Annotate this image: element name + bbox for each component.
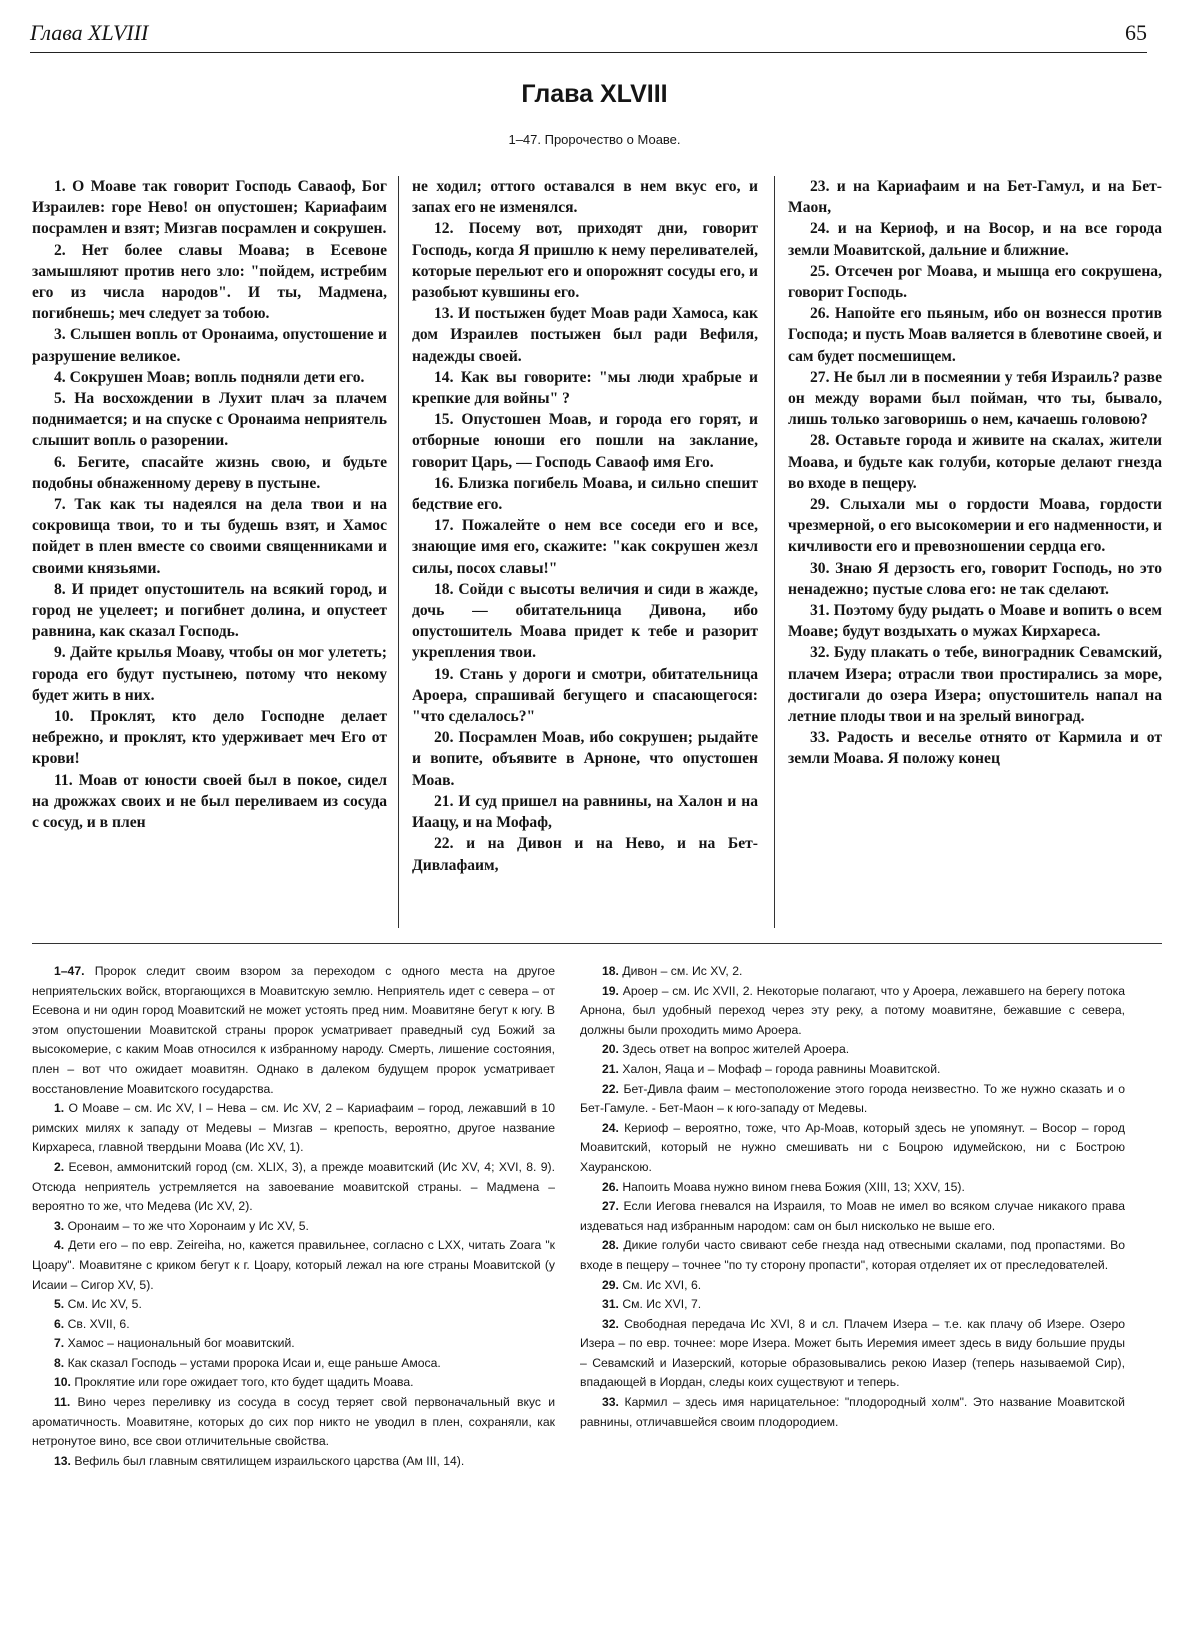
verse-column-3 [788, 176, 1162, 928]
note [32, 1236, 555, 1295]
note-number: 2. [54, 1159, 65, 1174]
note [580, 1197, 1125, 1236]
verse: 4. Сокрушен Моав; вопль подняли дети его. [54, 368, 365, 386]
note [32, 1295, 555, 1315]
note [32, 962, 555, 1099]
note [580, 1060, 1125, 1080]
running-head-chapter: Глава XLVIII [30, 20, 149, 45]
note-text: О Моаве – см. Ис XV, I – Нева – см. Ис XV, 2 – Кариафаим – город, лежавший в 10 римских милях к западу от Медевы – Мизгав – крепость, вероятно, другое название Кирхареса, главной твердыни Моава (Ис XV, 1). [32, 1101, 555, 1155]
note-text: Как сказал Господь – устами пророка Исаи и, еще раньше Амоса. [67, 1355, 441, 1370]
note-number: 32. [602, 1316, 619, 1331]
note-number: 11. [54, 1395, 71, 1410]
note-text: Дивон – см. Ис XV, 2. [622, 964, 743, 978]
column-divider [774, 176, 775, 928]
note-text: См. Ис XVI, 6. [622, 1277, 702, 1292]
verse: 28. Оставьте города и живите на скалах, жители Моава, и будьте как голуби, которые делают гнезда во входе в пещеру. [788, 432, 1162, 492]
note-text: Есевон, аммонитский город (см. XLIX, 3), а прежде моавитский (Ис XV, 4; XVI, 8. 9). Отсюда неприятель устремляется на завоевание моавитской страны. – Мадмена – вероятно то же, что Медева (Ис XV, 2). [32, 1159, 555, 1214]
note-number: 26. [602, 1179, 619, 1194]
note-number: 20. [602, 1042, 619, 1057]
verse: 29. Слыхали мы о гордости Моава, гордости чрезмерной, о его высокомерии и его надменности, и кичливости его и превозношении сердца его. [788, 496, 1162, 556]
note-text: См. Ис XV, 5. [67, 1297, 142, 1312]
verse: 16. Близка погибель Моава, и сильно спешит бедствие его. [412, 474, 758, 514]
note [580, 1295, 1125, 1315]
note-number: 1–47. [54, 964, 85, 978]
note-number: 28. [602, 1238, 619, 1253]
note-text: Халон, Яаца и – Мофаф – города равнины Моавитской. [622, 1061, 941, 1076]
note-text: Св. XVII, 6. [67, 1316, 130, 1331]
note [580, 1276, 1125, 1296]
note-text: Дети его – по евр. Zeireiha, но, кажется правильнее, согласно с LXX, читать Zoara "к Цоару". Моавитяне с криком бегут к г. Цоару, который лежал на юге страны Моавитской (у Исаии – Сигор XV, 5). [32, 1238, 555, 1292]
note [580, 1393, 1125, 1432]
verse: 31. Поэтому буду рыдать о Моаве и вопить о всем Моаве; будут воздыхать о мужах Кирхареса. [788, 602, 1162, 641]
verse: 21. И суд пришел на равнины, на Халон и на Иаацу, и на Мофаф, [412, 792, 758, 832]
note-text: Здесь ответ на вопрос жителей Ароера. [622, 1042, 850, 1057]
note [580, 1040, 1125, 1060]
page-number: 65 [1125, 20, 1147, 45]
note-number: 22. [602, 1081, 619, 1096]
verse: 6. Бегите, спасайте жизнь свою, и будьте подобны обнаженному дереву в пустыне. [32, 453, 387, 492]
chapter-title: Глава XLVIII [521, 80, 668, 108]
note-number: 31. [602, 1297, 619, 1312]
verse: 3. Слышен вопль от Оронаима, опустошение и разрушение великое. [32, 326, 387, 365]
note-number: 1. [54, 1101, 65, 1116]
note-text: Кериоф – вероятно, тоже, что Ар-Моав, который здесь не упомянут. – Восор – город Моавитский, который не нужно смешивать ни с Боцрою идумейскою, ни с Бострою Хауранскою. [580, 1120, 1125, 1174]
verse: 32. Буду плакать о тебе, виноградник Севамский, плачем Изера; отрасли твои простирались за море, достигали до озера Изера; опустошитель напал на летние плоды твои и на зрелый виноград. [788, 644, 1162, 726]
verse: 25. Отсечен рог Моава, и мышца его сокрушена, говорит Господь. [788, 262, 1162, 302]
note-text: Вино через переливку из сосуда в сосуд теряет свой первоначальный вкус и ароматичность. Моавитяне, которых до сих пор никто не уводил в плен, сохраняли, как нетронутое вино, все свои отличительные свойства. [32, 1395, 555, 1449]
note-text: Кармил – здесь имя нарицательное: "плодородный холм". Это название Моавитской равнины, отличавшейся своим плодородием. [580, 1395, 1125, 1429]
note [32, 1315, 555, 1335]
note [32, 1158, 555, 1217]
verse: 26. Напойте его пьяным, ибо он вознесся против Господа; и пусть Моав валяется в блевотине своей, и сам будет посмешищем. [788, 305, 1162, 365]
note-text: Дикие голуби часто свивают себе гнезда над отвесными скалами, под пропастями. Во входе в пещеру – точнее "по ту сторону пропасти", которая отделяет их от преследователей. [580, 1238, 1125, 1272]
verse: 8. И придет опустошитель на всякий город, и город не уцелеет; и погибнет долина, и опустеет равнина, как сказал Господь. [32, 580, 387, 641]
running-head [30, 18, 1147, 53]
note-number: 6. [54, 1316, 65, 1331]
note [580, 1315, 1125, 1393]
note-text: Бет-Дивла фаим – местоположение этого города неизвестно. То же нужно сказать и о Бет-Гамуле. - Бет-Маон – к юго-западу от Медевы. [580, 1081, 1125, 1116]
verse: 9. Дайте крылья Моаву, чтобы он мог улететь; города его будут пустынею, потому что некому будет жить в них. [32, 644, 387, 704]
verse: 15. Опустошен Моав, и города его горят, и отборные юноши его пошли на заклание, говорит Царь, — Господь Саваоф имя Его. [412, 411, 758, 471]
note [580, 1119, 1125, 1178]
note [580, 962, 1125, 982]
note [32, 1217, 555, 1237]
commentary-column-right [580, 962, 1125, 1622]
bible-text [32, 176, 1162, 928]
note-number: 21. [602, 1061, 619, 1076]
note-number: 13. [54, 1453, 71, 1468]
note-text: Хамос – национальный бог моавитский. [67, 1336, 295, 1351]
note-text: Свободная передача Ис XVI, 8 и сл. Плачем Изера – т.е. как плачу об Изере. Озеро Изера – по евр. точнее: море Изера. Может быть Иеремия имеет здесь в виду большие пруды – Севамский и Иазерский, которые образовывались рекою Иазер (теперь называемой Сир), впадающей в Иордан, следы коих существуют и теперь. [580, 1316, 1125, 1390]
verse: 7. Так как ты надеялся на дела твои и на сокровища твои, то и ты будешь взят, и Хамос пойдет в плен вместе со своими священниками и своими князьями. [32, 496, 387, 577]
note [580, 1236, 1125, 1275]
verse: 14. Как вы говорите: "мы люди храбрые и крепкие для войны" ? [412, 368, 758, 408]
verse: 24. и на Кериоф, и на Восор, и на все города земли Моавитской, дальние и ближние. [788, 220, 1162, 259]
note-text: Оронаим – то же что Хоронаим у Ис XV, 5. [67, 1218, 309, 1233]
verse-continuation: не ходил; оттого оставался в нем вкус его, и запах его не изменялся. [412, 178, 758, 217]
verse: 10. Проклят, кто дело Господне делает небрежно, и проклят, кто удерживает меч Его от крови! [32, 708, 387, 768]
verse: 20. Посрамлен Моав, ибо сокрушен; рыдайте и вопите, объявите в Арноне, что опустошен Моав. [412, 729, 758, 789]
note-number: 8. [54, 1355, 65, 1370]
note-number: 10. [54, 1375, 71, 1390]
verse: 1. О Моаве так говорит Господь Саваоф, Бог Израилев: горе Нево! он опустошен; Кариафаим посрамлен и взят; Мизгав посрамлен и сокрушен. [32, 178, 387, 238]
verse: 17. Пожалейте о нем все соседи его и все, знающие имя его, скажите: "как сокрушен жезл силы, посох славы!" [412, 517, 758, 577]
verse: 13. И постыжен будет Моав ради Хамоса, как дом Израилев постыжен был ради Вефиля, надежды своей. [412, 305, 758, 365]
verse: 18. Сойди с высоты величия и сиди в жажде, дочь — обитательница Дивона, ибо опустошитель Моава придет к тебе и разорит укрепления твои. [412, 580, 758, 662]
verse: 11. Моав от юности своей был в покое, сидел на дрожжах своих и не был переливаем из сосуда с сосуд, и в плен [32, 771, 387, 832]
note-text: См. Ис XVI, 7. [622, 1297, 702, 1312]
chapter-summary: 1–47. Пророчество о Моаве. [508, 132, 681, 147]
verse: 2. Нет более славы Моава; в Есевоне замышляют против него зло: "пойдем, истребим его из числа народов". И ты, Мадмена, погибнешь; меч следует за тобою. [32, 241, 387, 323]
note [580, 1080, 1125, 1119]
note-number: 3. [54, 1218, 65, 1233]
note-text: Проклятие или горе ожидает того, кто будет щадить Моава. [74, 1375, 414, 1390]
footnote-divider [32, 943, 1162, 944]
note [32, 1373, 555, 1393]
note-text: Напоить Моава нужно вином гнева Божия (XIII, 13; XXV, 15). [622, 1179, 965, 1194]
note-text: Если Иегова гневался на Израиля, то Моав не имел во всяком случае никакого права издеваться над избранным народом: сам он был нисколько не выше его. [580, 1199, 1125, 1233]
note-number: 29. [602, 1277, 619, 1292]
note [32, 1354, 555, 1374]
note-number: 27. [602, 1199, 619, 1214]
verse-column-2 [412, 176, 758, 928]
note-text: Вефиль был главным святилищем израильского царства (Ам III, 14). [74, 1453, 465, 1468]
commentary-column-left [32, 962, 555, 1622]
note-number: 7. [54, 1336, 65, 1351]
note-text: Пророк следит своим взором за переходом с одного места на другое неприятельских войск, вторгающихся в Моавитскую землю. Неприятель идет с севера – от Есевона и ни один город Моавитский не может устоять пред ним. Моавитяне бегут к югу. В этом опустошении Моавитской страны пророк усматривает праведный суд Божий за высокомерие, с каким Моав относился к избранному народу. Смерть, лишение состояния, плен – вот что ожидает моавитян. Однако в далеком будущем пророк усматривает восстановление Моавитского государства. [32, 964, 555, 1096]
verse: 5. На восхождении в Лухит плач за плачем поднимается; и на спуске с Оронаима неприятель слышит вопль о разорении. [32, 390, 387, 450]
note [580, 1178, 1125, 1198]
note [32, 1334, 555, 1354]
note-number: 5. [54, 1297, 65, 1312]
verse: 19. Стань у дороги и смотри, обитательница Ароера, спрашивай бегущего и спасающегося: "что сделалось?" [412, 665, 758, 726]
note [32, 1452, 555, 1472]
verse: 23. и на Кариафаим и на Бет-Гамул, и на Бет-Маон, [788, 178, 1162, 217]
note-number: 33. [602, 1395, 619, 1410]
verse: 12. Посему вот, приходят дни, говорит Господь, когда Я пришлю к нему переливателей, которые перельют его и опорожнят сосуды его, и разобьют кувшины его. [412, 220, 758, 302]
note-text: Ароер – см. Ис XVII, 2. Некоторые полагают, что у Ароера, лежавшего на берегу потока Арнона, был удобный переход через эту реку, а потому моавитяне, бежавшие с севера, должны были проходить мимо Ароера. [580, 983, 1125, 1037]
note-number: 18. [602, 964, 619, 978]
verse: 22. и на Дивон и на Нево, и на Бет-Дивлафаим, [412, 835, 758, 874]
verse: 33. Радость и веселье отнято от Кармила и от земли Моава. Я положу конец [788, 729, 1162, 768]
verse-column-1 [32, 176, 387, 928]
column-divider [398, 176, 399, 928]
note [580, 982, 1125, 1041]
note-number: 24. [602, 1120, 619, 1135]
note [32, 1393, 555, 1452]
verse: 27. Не был ли в посмеянии у тебя Израиль? разве он между ворами был пойман, что ты, бывало, лишь только заговоришь о нем, качаешь головою? [788, 368, 1162, 429]
note-number: 19. [602, 983, 619, 998]
verse: 30. Знаю Я дерзость его, говорит Господь, но это ненадежно; пустые слова его: не так сделают. [788, 559, 1162, 598]
note [32, 1099, 555, 1158]
note-number: 4. [54, 1238, 65, 1253]
